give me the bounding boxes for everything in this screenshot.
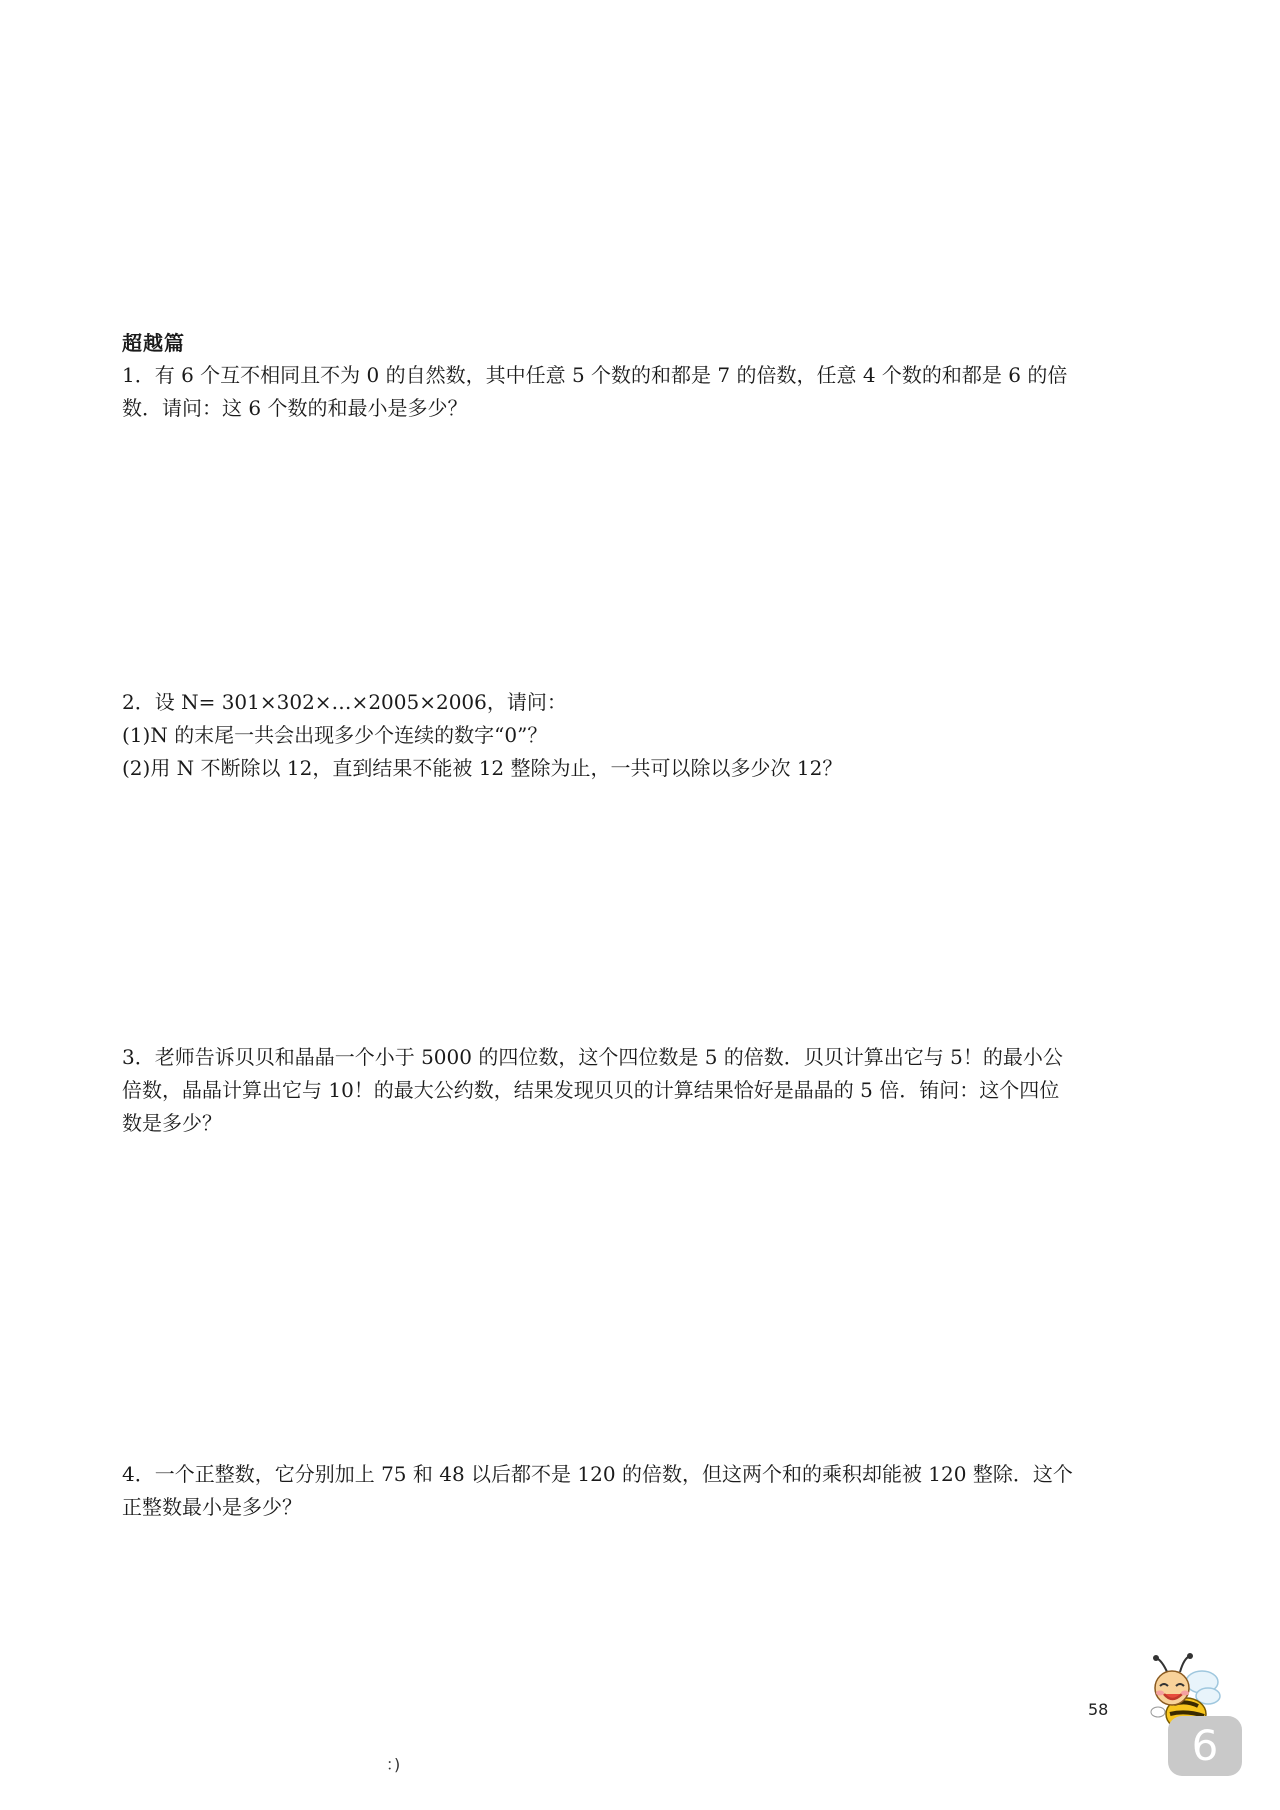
problem-4-line-1: 4．一个正整数，它分别加上 75 和 48 以后都不是 120 的倍数，但这两个和的乘积却能被 120 整除．这个 (122, 1462, 1073, 1486)
problem-2-line-1: 2．设 N= 301×302×…×2005×2006，请问： (122, 690, 567, 714)
problem-3-line-2: 倍数，晶晶计算出它与 10！的最大公约数，结果发现贝贝的计算结果恰好是晶晶的 5 倍．铕问：这个四位 (122, 1078, 1060, 1102)
problem-4-line-2: 正整数最小是多少？ (122, 1495, 302, 1519)
page-number: 58 (1088, 1700, 1109, 1719)
problem-2-line-3: (2)用 N 不断除以 12，直到结果不能被 12 整除为止，一共可以除以多少次 12？ (122, 756, 843, 780)
problem-3 (122, 1041, 1172, 1140)
problem-2-line-2: (1)N 的末尾一共会出现多少个连续的数字“0”？ (122, 723, 548, 747)
footer-text-fragment: ：) (386, 1755, 401, 1774)
problem-1-line-1: 1．有 6 个互不相同且不为 0 的自然数，其中任意 5 个数的和都是 7 的倍数，任意 4 个数的和都是 6 的倍 (122, 363, 1068, 387)
section-title: 超越篇 (122, 331, 185, 355)
problem-1-line-2: 数．请问：这 6 个数的和最小是多少？ (122, 396, 468, 420)
problem-4 (122, 1458, 1172, 1524)
problem-3-line-3: 数是多少？ (122, 1111, 222, 1135)
problem-3-line-1: 3．老师告诉贝贝和晶晶一个小于 5000 的四位数，这个四位数是 5 的倍数．贝贝计算出它与 5！的最小公 (122, 1045, 1063, 1069)
problem-2 (122, 686, 1172, 785)
grade-badge: 6 (1168, 1716, 1242, 1776)
problem-1 (122, 359, 1172, 425)
